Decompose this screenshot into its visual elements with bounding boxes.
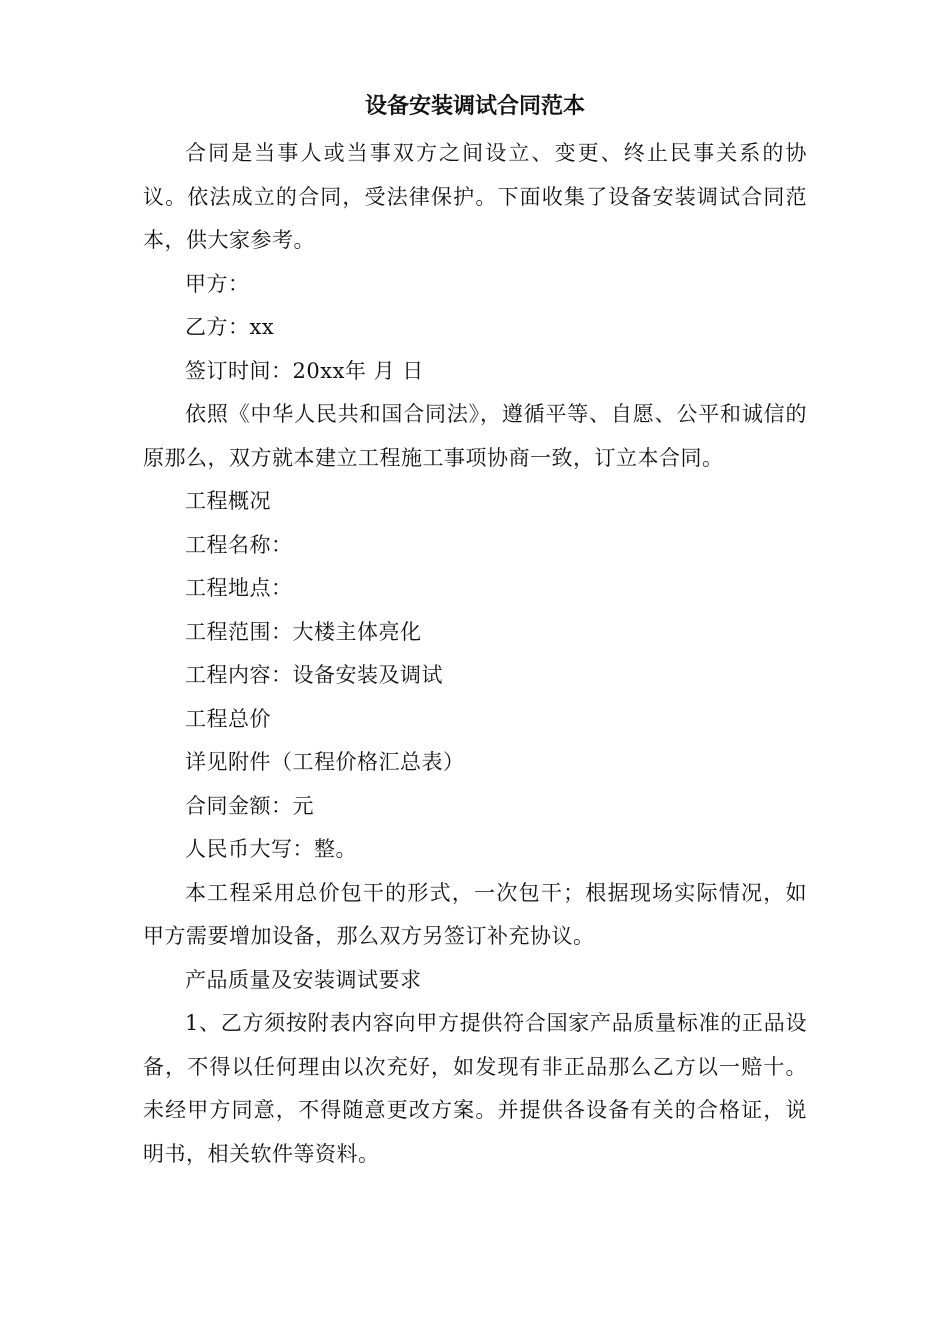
project-name-line: 工程名称： (185, 532, 293, 557)
document-page (143, 84, 807, 1176)
lump-sum-paragraph: 本工程采用总价包干的形式，一次包干；根据现场实际情况，如甲方需要增加设备，那么双方另签订补充协议。 (143, 880, 807, 948)
amount-in-words-line: 人民币大写：整。 (185, 837, 357, 861)
intro-paragraph: 合同是当事人或当事双方之间设立、变更、终止民事关系的协议。依法成立的合同，受法律保护。下面收集了设备安装调试合同范本，供大家参考。 (143, 141, 807, 252)
basis-paragraph: 依照《中华人民共和国合同法》，遵循平等、自愿、公平和诚信的原那么，双方就本建立工程施工事项协商一致，订立本合同。 (143, 402, 807, 470)
document-title: 设备安装调试合同范本 (364, 93, 585, 119)
clause-1-paragraph: 1、乙方须按附表内容向甲方提供符合国家产品质量标准的正品设备，不得以任何理由以次充好，如发现有非正品那么乙方以一赔十。未经甲方同意，不得随意更改方案。并提供各设备有关的合格证，说明书，相关软件等资料。 (143, 1011, 807, 1166)
party-b-line: 乙方：xx (185, 315, 275, 339)
section-heading-total-price: 工程总价 (185, 706, 271, 731)
section-heading-overview: 工程概况 (185, 489, 271, 513)
project-scope-line: 工程范围：大楼主体亮化 (185, 619, 422, 644)
project-location-line: 工程地点： (185, 576, 293, 600)
signing-date-line: 签订时间：20xx年 月 日 (185, 358, 424, 383)
party-a-line: 甲方： (185, 271, 250, 296)
section-heading-quality: 产品质量及安装调试要求 (185, 967, 422, 992)
contract-amount-line: 合同金额：元 (185, 793, 314, 818)
attachment-reference-line: 详见附件（工程价格汇总表） (185, 750, 465, 774)
project-content-line: 工程内容：设备安装及调试 (185, 663, 443, 687)
